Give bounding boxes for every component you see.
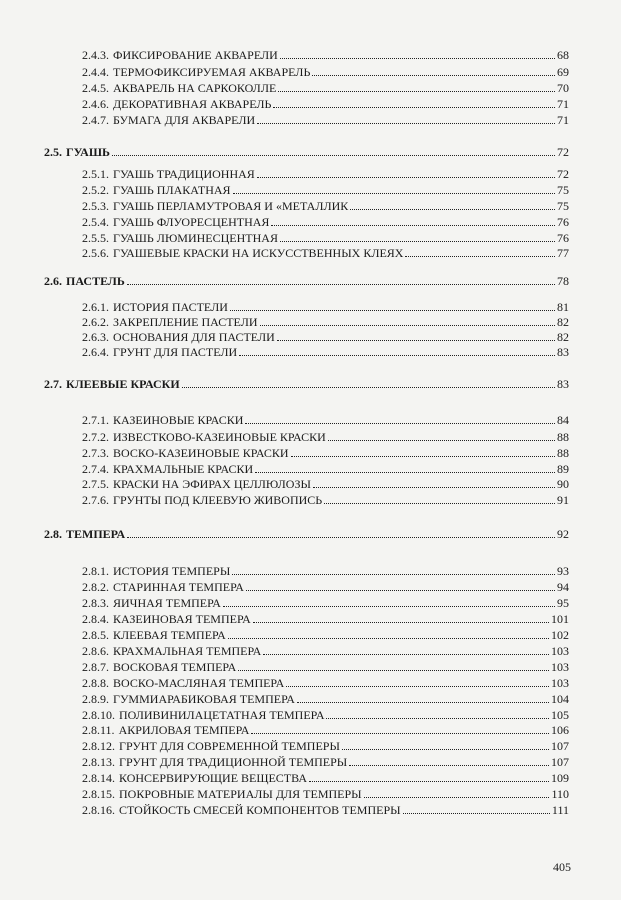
toc-entry: [82, 803, 569, 817]
toc-entry: [82, 167, 569, 181]
toc-entry: [82, 477, 569, 491]
toc-entry: [82, 48, 569, 62]
dot-leader: [328, 440, 555, 441]
entry-number: 2.5.5.: [82, 231, 109, 245]
entry-title: ВОСКО-КАЗЕИНОВЫЕ КРАСКИ: [113, 446, 289, 460]
toc-entry: [82, 612, 569, 626]
entry-title: ГУАШЬ ПЕРЛАМУТРОВАЯ И «МЕТАЛЛИК: [113, 199, 349, 213]
section-page: 72: [557, 145, 569, 159]
dot-leader: [246, 590, 555, 591]
entry-page: 68: [557, 48, 569, 62]
entry-title: ЯИЧНАЯ ТЕМПЕРА: [113, 596, 221, 610]
dot-leader: [326, 718, 549, 719]
entry-page: 76: [557, 215, 569, 229]
entry-page: 88: [557, 430, 569, 444]
entry-number: 2.4.3.: [82, 48, 109, 62]
entry-page: 91: [557, 493, 569, 507]
entry-number: 2.6.3.: [82, 330, 109, 344]
entry-page: 82: [557, 330, 569, 344]
toc-entry: [82, 787, 569, 801]
entry-title: ВОСКО-МАСЛЯНАЯ ТЕМПЕРА: [113, 676, 285, 690]
dot-leader: [280, 241, 555, 242]
toc-entry: [82, 97, 569, 111]
toc-entry: [82, 708, 569, 722]
toc-entry: [82, 231, 569, 245]
toc-entry: [82, 628, 569, 642]
entry-page: 89: [557, 462, 569, 476]
entry-title: ГРУНТ ДЛЯ СОВРЕМЕННОЙ ТЕМПЕРЫ: [119, 739, 340, 753]
entry-title: КРАХМАЛЬНЫЕ КРАСКИ: [113, 462, 254, 476]
entry-title: СТАРИННАЯ ТЕМПЕРА: [113, 580, 244, 594]
entry-number: 2.5.2.: [82, 183, 109, 197]
entry-title: ГРУНТ ДЛЯ ТРАДИЦИОННОЙ ТЕМПЕРЫ: [119, 755, 348, 769]
entry-page: 75: [557, 183, 569, 197]
entry-number: 2.8.11.: [82, 723, 115, 737]
entry-title: ФИКСИРОВАНИЕ АКВАРЕЛИ: [113, 48, 278, 62]
entry-number: 2.5.4.: [82, 215, 109, 229]
section-number: 2.7.: [44, 377, 62, 391]
dot-leader: [313, 487, 555, 488]
section-number: 2.8.: [44, 527, 62, 541]
section-title: КЛЕЕВЫЕ КРАСКИ: [66, 377, 180, 391]
section-title: ПАСТЕЛЬ: [66, 274, 125, 288]
entry-page: 76: [557, 231, 569, 245]
dot-leader: [324, 503, 555, 504]
entry-number: 2.7.2.: [82, 430, 109, 444]
dot-leader: [127, 284, 555, 285]
entry-page: 103: [551, 660, 569, 674]
entry-title: ВОСКОВАЯ ТЕМПЕРА: [113, 660, 237, 674]
entry-page: 104: [551, 692, 569, 706]
entry-title: ИСТОРИЯ ТЕМПЕРЫ: [113, 564, 231, 578]
toc-entry: [82, 462, 569, 476]
dot-leader: [350, 209, 555, 210]
entry-number: 2.4.7.: [82, 113, 109, 127]
entry-title: БУМАГА ДЛЯ АКВАРЕЛИ: [113, 113, 256, 127]
page-number: 405: [553, 860, 571, 874]
entry-page: 90: [557, 477, 569, 491]
toc-entry: [82, 215, 569, 229]
dot-leader: [223, 606, 555, 607]
toc-entry: [82, 771, 569, 785]
dot-leader: [405, 256, 555, 257]
toc-entry: [82, 739, 569, 753]
entry-page: 71: [557, 97, 569, 111]
entry-number: 2.5.6.: [82, 246, 109, 260]
entry-number: 2.7.5.: [82, 477, 109, 491]
entry-number: 2.5.1.: [82, 167, 109, 181]
entry-title: ЗАКРЕПЛЕНИЕ ПАСТЕЛИ: [113, 315, 258, 329]
toc-entry: [82, 644, 569, 658]
toc-section: [44, 527, 569, 541]
dot-leader: [280, 58, 555, 59]
toc-entry: [82, 113, 569, 127]
toc-section: [44, 145, 569, 159]
dot-leader: [286, 686, 549, 687]
entry-title: ПОЛИВИНИЛАЦЕТАТНАЯ ТЕМПЕРА: [119, 708, 325, 722]
toc-section: [44, 274, 569, 288]
dot-leader: [238, 670, 549, 671]
entry-page: 106: [551, 723, 569, 737]
entry-page: 109: [551, 771, 569, 785]
section-title: ТЕМПЕРА: [66, 527, 126, 541]
entry-title: КРАСКИ НА ЭФИРАХ ЦЕЛЛЮЛОЗЫ: [113, 477, 311, 491]
entry-title: КАЗЕИНОВАЯ ТЕМПЕРА: [113, 612, 251, 626]
dot-leader: [364, 797, 550, 798]
entry-title: АКВАРЕЛЬ НА САРКОКОЛЛЕ: [113, 81, 277, 95]
entry-number: 2.8.5.: [82, 628, 109, 642]
entry-page: 101: [551, 612, 569, 626]
dot-leader: [245, 423, 555, 424]
entry-number: 2.8.16.: [82, 803, 115, 817]
entry-number: 2.8.9.: [82, 692, 109, 706]
entry-page: 93: [557, 564, 569, 578]
entry-title: ГУАШЕВЫЕ КРАСКИ НА ИСКУССТВЕННЫХ КЛЕЯХ: [113, 246, 404, 260]
entry-number: 2.5.3.: [82, 199, 109, 213]
toc-entry: [82, 430, 569, 444]
entry-title: КРАХМАЛЬНАЯ ТЕМПЕРА: [113, 644, 262, 658]
section-title: ГУАШЬ: [66, 145, 110, 159]
dot-leader: [233, 193, 555, 194]
entry-number: 2.7.6.: [82, 493, 109, 507]
dot-leader: [230, 310, 555, 311]
section-number: 2.5.: [44, 145, 62, 159]
entry-number: 2.7.1.: [82, 413, 109, 427]
entry-number: 2.8.7.: [82, 660, 109, 674]
entry-number: 2.4.5.: [82, 81, 109, 95]
entry-number: 2.8.6.: [82, 644, 109, 658]
toc-entry: [82, 81, 569, 95]
entry-page: 94: [557, 580, 569, 594]
entry-page: 84: [557, 413, 569, 427]
dot-leader: [277, 340, 555, 341]
dot-leader: [239, 355, 555, 356]
entry-page: 83: [557, 345, 569, 359]
toc-entry: [82, 330, 569, 344]
entry-page: 103: [551, 676, 569, 690]
dot-leader: [349, 765, 549, 766]
entry-title: ГУММИАРАБИКОВАЯ ТЕМПЕРА: [113, 692, 295, 706]
dot-leader: [342, 749, 549, 750]
dot-leader: [278, 91, 555, 92]
entry-page: 111: [551, 803, 569, 817]
dot-leader: [297, 702, 549, 703]
toc-entry: [82, 755, 569, 769]
entry-number: 2.8.1.: [82, 564, 109, 578]
entry-title: ОСНОВАНИЯ ДЛЯ ПАСТЕЛИ: [113, 330, 275, 344]
entry-number: 2.4.6.: [82, 97, 109, 111]
entry-page: 102: [551, 628, 569, 642]
entry-page: 107: [551, 755, 569, 769]
section-page: 78: [557, 274, 569, 288]
entry-page: 105: [551, 708, 569, 722]
entry-number: 2.8.2.: [82, 580, 109, 594]
entry-number: 2.6.2.: [82, 315, 109, 329]
toc-entry: [82, 65, 569, 79]
entry-title: ТЕРМОФИКСИРУЕМАЯ АКВАРЕЛЬ: [113, 65, 311, 79]
entry-title: ДЕКОРАТИВНАЯ АКВАРЕЛЬ: [113, 97, 272, 111]
dot-leader: [182, 387, 555, 388]
toc-entry: [82, 580, 569, 594]
entry-title: ГУАШЬ ЛЮМИНЕСЦЕНТНАЯ: [113, 231, 278, 245]
entry-number: 2.4.4.: [82, 65, 109, 79]
entry-page: 71: [557, 113, 569, 127]
entry-number: 2.8.13.: [82, 755, 115, 769]
dot-leader: [309, 781, 549, 782]
toc-entry: [82, 723, 569, 737]
dot-leader: [291, 456, 555, 457]
entry-page: 72: [557, 167, 569, 181]
entry-page: 107: [551, 739, 569, 753]
dot-leader: [273, 107, 555, 108]
dot-leader: [232, 574, 555, 575]
entry-number: 2.6.1.: [82, 300, 109, 314]
entry-title: ГУАШЬ ПЛАКАТНАЯ: [113, 183, 231, 197]
entry-title: ИСТОРИЯ ПАСТЕЛИ: [113, 300, 228, 314]
toc-entry: [82, 493, 569, 507]
dot-leader: [253, 622, 549, 623]
toc-entry: [82, 564, 569, 578]
toc-section: [44, 377, 569, 391]
entry-number: 2.8.15.: [82, 787, 115, 801]
entry-number: 2.7.3.: [82, 446, 109, 460]
toc-entry: [82, 446, 569, 460]
entry-page: 69: [557, 65, 569, 79]
entry-title: ИЗВЕСТКОВО-КАЗЕИНОВЫЕ КРАСКИ: [113, 430, 326, 444]
entry-title: КАЗЕИНОВЫЕ КРАСКИ: [113, 413, 244, 427]
toc-entry: [82, 692, 569, 706]
entry-title: ГРУНТЫ ПОД КЛЕЕВУЮ ЖИВОПИСЬ: [113, 493, 323, 507]
toc-entry: [82, 413, 569, 427]
entry-number: 2.8.14.: [82, 771, 115, 785]
entry-number: 2.8.10.: [82, 708, 115, 722]
entry-page: 88: [557, 446, 569, 460]
section-number: 2.6.: [44, 274, 62, 288]
section-page: 83: [557, 377, 569, 391]
entry-title: АКРИЛОВАЯ ТЕМПЕРА: [118, 723, 250, 737]
section-page: 92: [557, 527, 569, 541]
dot-leader: [403, 813, 550, 814]
dot-leader: [257, 123, 555, 124]
dot-leader: [271, 225, 555, 226]
dot-leader: [260, 325, 555, 326]
dot-leader: [312, 75, 555, 76]
entry-title: КОНСЕРВИРУЮЩИЕ ВЕЩЕСТВА: [119, 771, 308, 785]
entry-number: 2.8.4.: [82, 612, 109, 626]
dot-leader: [257, 177, 555, 178]
entry-page: 75: [557, 199, 569, 213]
entry-number: 2.8.12.: [82, 739, 115, 753]
entry-page: 110: [551, 787, 569, 801]
entry-title: ГУАШЬ ТРАДИЦИОННАЯ: [113, 167, 255, 181]
toc-entry: [82, 676, 569, 690]
dot-leader: [127, 537, 555, 538]
toc-entry: [82, 315, 569, 329]
entry-page: 95: [557, 596, 569, 610]
dot-leader: [251, 733, 549, 734]
toc-entry: [82, 199, 569, 213]
entry-title: СТОЙКОСТЬ СМЕСЕЙ КОМПОНЕНТОВ ТЕМПЕРЫ: [119, 803, 401, 817]
dot-leader: [228, 638, 549, 639]
entry-title: КЛЕЕВАЯ ТЕМПЕРА: [113, 628, 226, 642]
entry-page: 77: [557, 246, 569, 260]
entry-page: 103: [551, 644, 569, 658]
toc-entry: [82, 345, 569, 359]
entry-title: ПОКРОВНЫЕ МАТЕРИАЛЫ ДЛЯ ТЕМПЕРЫ: [119, 787, 362, 801]
entry-page: 81: [557, 300, 569, 314]
entry-title: ГУАШЬ ФЛУОРЕСЦЕНТНАЯ: [113, 215, 270, 229]
entry-title: ГРУНТ ДЛЯ ПАСТЕЛИ: [113, 345, 238, 359]
entry-number: 2.7.4.: [82, 462, 109, 476]
toc-entry: [82, 246, 569, 260]
entry-page: 82: [557, 315, 569, 329]
dot-leader: [112, 155, 555, 156]
dot-leader: [263, 654, 549, 655]
toc-entry: [82, 183, 569, 197]
dot-leader: [255, 472, 555, 473]
entry-number: 2.8.3.: [82, 596, 109, 610]
entry-page: 70: [557, 81, 569, 95]
entry-number: 2.6.4.: [82, 345, 109, 359]
toc-entry: [82, 300, 569, 314]
toc-entry: [82, 596, 569, 610]
entry-number: 2.8.8.: [82, 676, 109, 690]
toc-entry: [82, 660, 569, 674]
